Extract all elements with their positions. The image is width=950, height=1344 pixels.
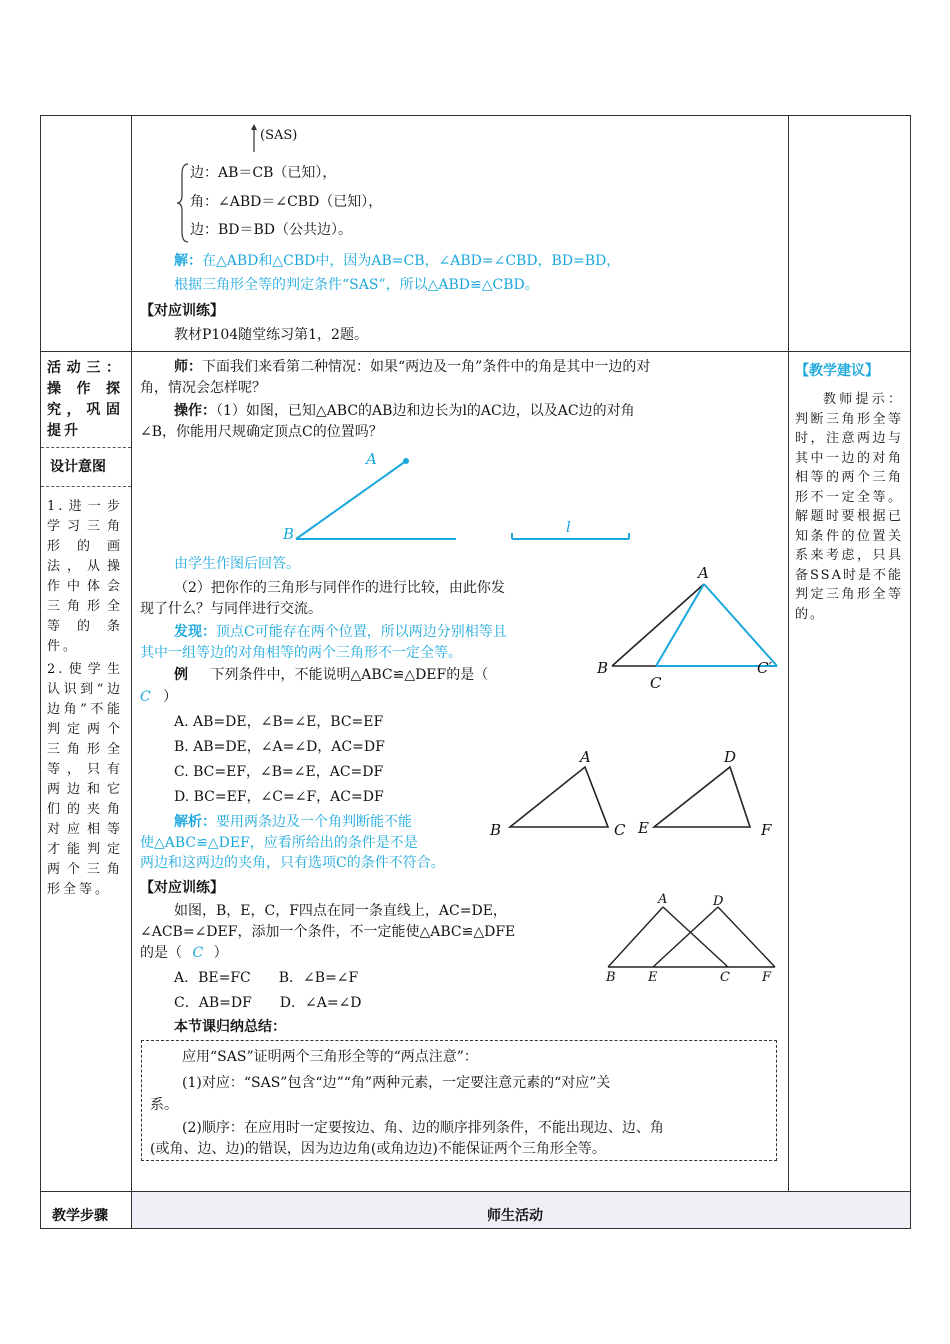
fig4-label-c: C: [720, 970, 730, 985]
example-close: ）: [163, 689, 178, 705]
summary-intro: 应用“SAS”证明两个三角形全等的“两点注意”：: [182, 1049, 478, 1065]
brace-line-2: 角：∠ABD＝∠CBD（已知），: [190, 194, 383, 210]
option-c: C. BC=EF，∠B=∠E，AC=DF: [174, 764, 384, 780]
fig2-ac: [656, 584, 704, 666]
example-answer-line: [140, 686, 177, 708]
fig3-label-c: C: [614, 821, 626, 839]
train-line-3-post: ）: [213, 945, 228, 961]
analysis-prefix: 解析：: [174, 814, 216, 830]
figure-1: [280, 446, 640, 546]
operation-prefix: 操作：: [174, 403, 216, 419]
fig2-label-cp: C′: [757, 659, 772, 677]
fig4-ac: [663, 907, 728, 967]
footer-teaching-steps: 教学步骤: [52, 1208, 108, 1224]
fig4-label-a: A: [658, 892, 668, 907]
left-dashed-line-1: [41, 447, 131, 448]
compare-line-1: （2）把你作的三角形与同伴作的进行比较，由此你发: [174, 580, 505, 596]
example-line: [174, 664, 488, 686]
activity-title: 活动三：操作探究，巩固提升: [47, 360, 123, 439]
teacher-prefix: 师：: [174, 359, 202, 375]
example-label: 例: [174, 667, 188, 683]
brace-line-1: 边：AB＝CB（已知），: [190, 165, 337, 181]
sas-arrow: [248, 124, 260, 154]
option-d: D. BC=EF，∠C=∠F，AC=DF: [174, 789, 384, 805]
fig4-label-f: F: [762, 970, 772, 985]
footer-activities: 师生活动: [487, 1208, 543, 1224]
table-left-border: [40, 115, 41, 1229]
finding-line-1: [174, 621, 507, 643]
analysis-line-1: [174, 811, 412, 833]
option-b: B. AB=DE，∠A=∠D，AC=DF: [174, 739, 385, 755]
example-answer: C: [140, 689, 151, 705]
solution-line-1: [174, 250, 620, 272]
fig4-label-e: E: [648, 970, 658, 985]
summary-title: 本节课归纳总结：: [174, 1019, 286, 1035]
table-right-border: [910, 115, 911, 1229]
fig3-triangle-abc: [510, 767, 608, 827]
training-title-top: 【对应训练】: [140, 303, 224, 319]
advice-body: 教师提示：判断三角形全等时，注意两边与其中一边的对角相等的两个三角形不一定全等。解题时要根据已知条件的位置关系来考虑，只具备SSA时是不能判定三角形全等的。: [795, 392, 903, 622]
design-title: 设计意图: [50, 459, 106, 475]
fig3-label-f: F: [761, 821, 772, 839]
fig1-label-b: B: [283, 525, 295, 543]
fig3-triangle-def: [654, 767, 750, 827]
fig4-label-d: D: [713, 894, 724, 909]
train-options-line-1: A．BE=FC B．∠B=∠F: [174, 970, 359, 986]
summary-p2-line-1: (2)顺序：在应用时一定要按边、角、边的顺序排列条件，不能出现边、边、角: [182, 1120, 664, 1136]
fig2-label-c: C: [650, 674, 662, 692]
teacher-text-1: 下面我们来看第二种情况：如果“两边及一角”条件中的角是其中一边的对: [202, 359, 651, 375]
fig3-label-a: A: [580, 748, 591, 766]
summary-p1-line-1: (1)对应：“SAS”包含“边”“角”两种元素，一定要注意元素的“对应”关: [182, 1075, 611, 1091]
fig4-de: [653, 907, 718, 967]
train-options-line-2: C．AB=DF D．∠A=∠D: [174, 995, 362, 1011]
fig2-ab: [612, 584, 704, 666]
table-top-border: [40, 115, 911, 116]
fig2-acp: [704, 584, 777, 666]
summary-p2-line-2: (或角、边、边)的错误，因为边边角(或角边边)不能保证两个三角形全等。: [150, 1141, 606, 1157]
train-answer: C: [192, 945, 204, 961]
fig1-label-l: l: [566, 518, 571, 536]
brace-line-3: 边：BD＝BD（公共边）。: [190, 222, 353, 238]
train-line-2: ∠ACB=∠DEF，添加一个条件，不一定能使△ABC≌△DFE: [140, 924, 516, 940]
option-a: A. AB=DE，∠B=∠E，BC=EF: [174, 714, 384, 730]
analysis-line-3: 两边和这两边的夹角，只有选项C的条件不符合。: [140, 855, 445, 871]
teacher-line-2: 角，情况会怎样呢？: [140, 380, 266, 396]
analysis-text-1: 要用两条边及一个角判断能不能: [216, 814, 412, 830]
student-answer: 由学生作图后回答。: [174, 556, 300, 572]
fig1-label-a: A: [366, 450, 377, 468]
col-divider-1: [131, 115, 132, 1229]
example-text: 下列条件中，不能说明△ABC≌△DEF的是（: [210, 667, 489, 683]
solution-text-1: 在△ABD和△CBD中，因为AB=CB，∠ABD=∠CBD，BD=BD，: [202, 253, 621, 269]
train-line-3-pre: 的是（: [140, 945, 182, 961]
row-divider-1: [40, 351, 911, 352]
operation-line-1: [174, 400, 635, 422]
fig2-label-b: B: [597, 659, 609, 677]
finding-line-2: 其中一组等边的对角相等的两个三角形不一定全等。: [140, 645, 462, 661]
table-bottom-border: [40, 1228, 911, 1229]
left-dashed-line-2: [41, 486, 131, 487]
finding-prefix: 发现：: [174, 624, 216, 640]
training-text-top: 教材P104随堂练习第1，2题。: [174, 327, 368, 343]
finding-text-1: 顶点C可能存在两个位置，所以两边分别相等且: [216, 624, 507, 640]
fig4-ab: [608, 907, 663, 967]
train-line-1: 如图，B，E，C，F四点在同一条直线上，AC=DE，: [174, 903, 507, 919]
design-paragraph-2: 2.使学生认识到“边边角”不能判定两个三角形全等，只有两边和它们的夹角对应相等才能判定两个三角形全等。: [47, 662, 123, 897]
training-title-main: 【对应训练】: [140, 880, 224, 896]
analysis-line-2: 使△ABC≌△DEF，应看所给出的条件是不是: [140, 835, 418, 851]
solution-prefix: 解：: [174, 253, 202, 269]
advice-title: 【教学建议】: [795, 363, 879, 379]
fig1-point-a: [403, 458, 409, 464]
operation-text-1: （1）如图，已知△ABC的AB边和边长为l的AC边，以及AC边的对角: [216, 403, 635, 419]
fig3-label-d: D: [724, 748, 737, 766]
solution-line-2: 根据三角形全等的判定条件“SAS”，所以△ABD≌△CBD。: [174, 277, 539, 293]
fig2-label-a: A: [698, 564, 709, 582]
train-line-3: [140, 942, 228, 964]
summary-p1-line-2: 系。: [150, 1097, 178, 1113]
fig3-label-b: B: [490, 821, 502, 839]
fig1-line-ba: [296, 461, 406, 539]
compare-line-2: 现了什么？与同伴进行交流。: [140, 601, 322, 617]
fig3-label-e: E: [638, 819, 649, 837]
design-paragraph-1: 1.进一步学习三角形的画法，从操作中体会三角形全等的条件。: [47, 499, 123, 654]
fig4-label-b: B: [606, 970, 616, 985]
teacher-line-1: [174, 356, 650, 378]
sas-arrow-label: (SAS): [260, 128, 298, 143]
fig4-df: [718, 907, 775, 967]
operation-line-2: ∠B，你能用尺规确定顶点C的位置吗？: [140, 424, 383, 440]
figure-4: [600, 895, 785, 975]
brace-icon: [176, 162, 190, 244]
